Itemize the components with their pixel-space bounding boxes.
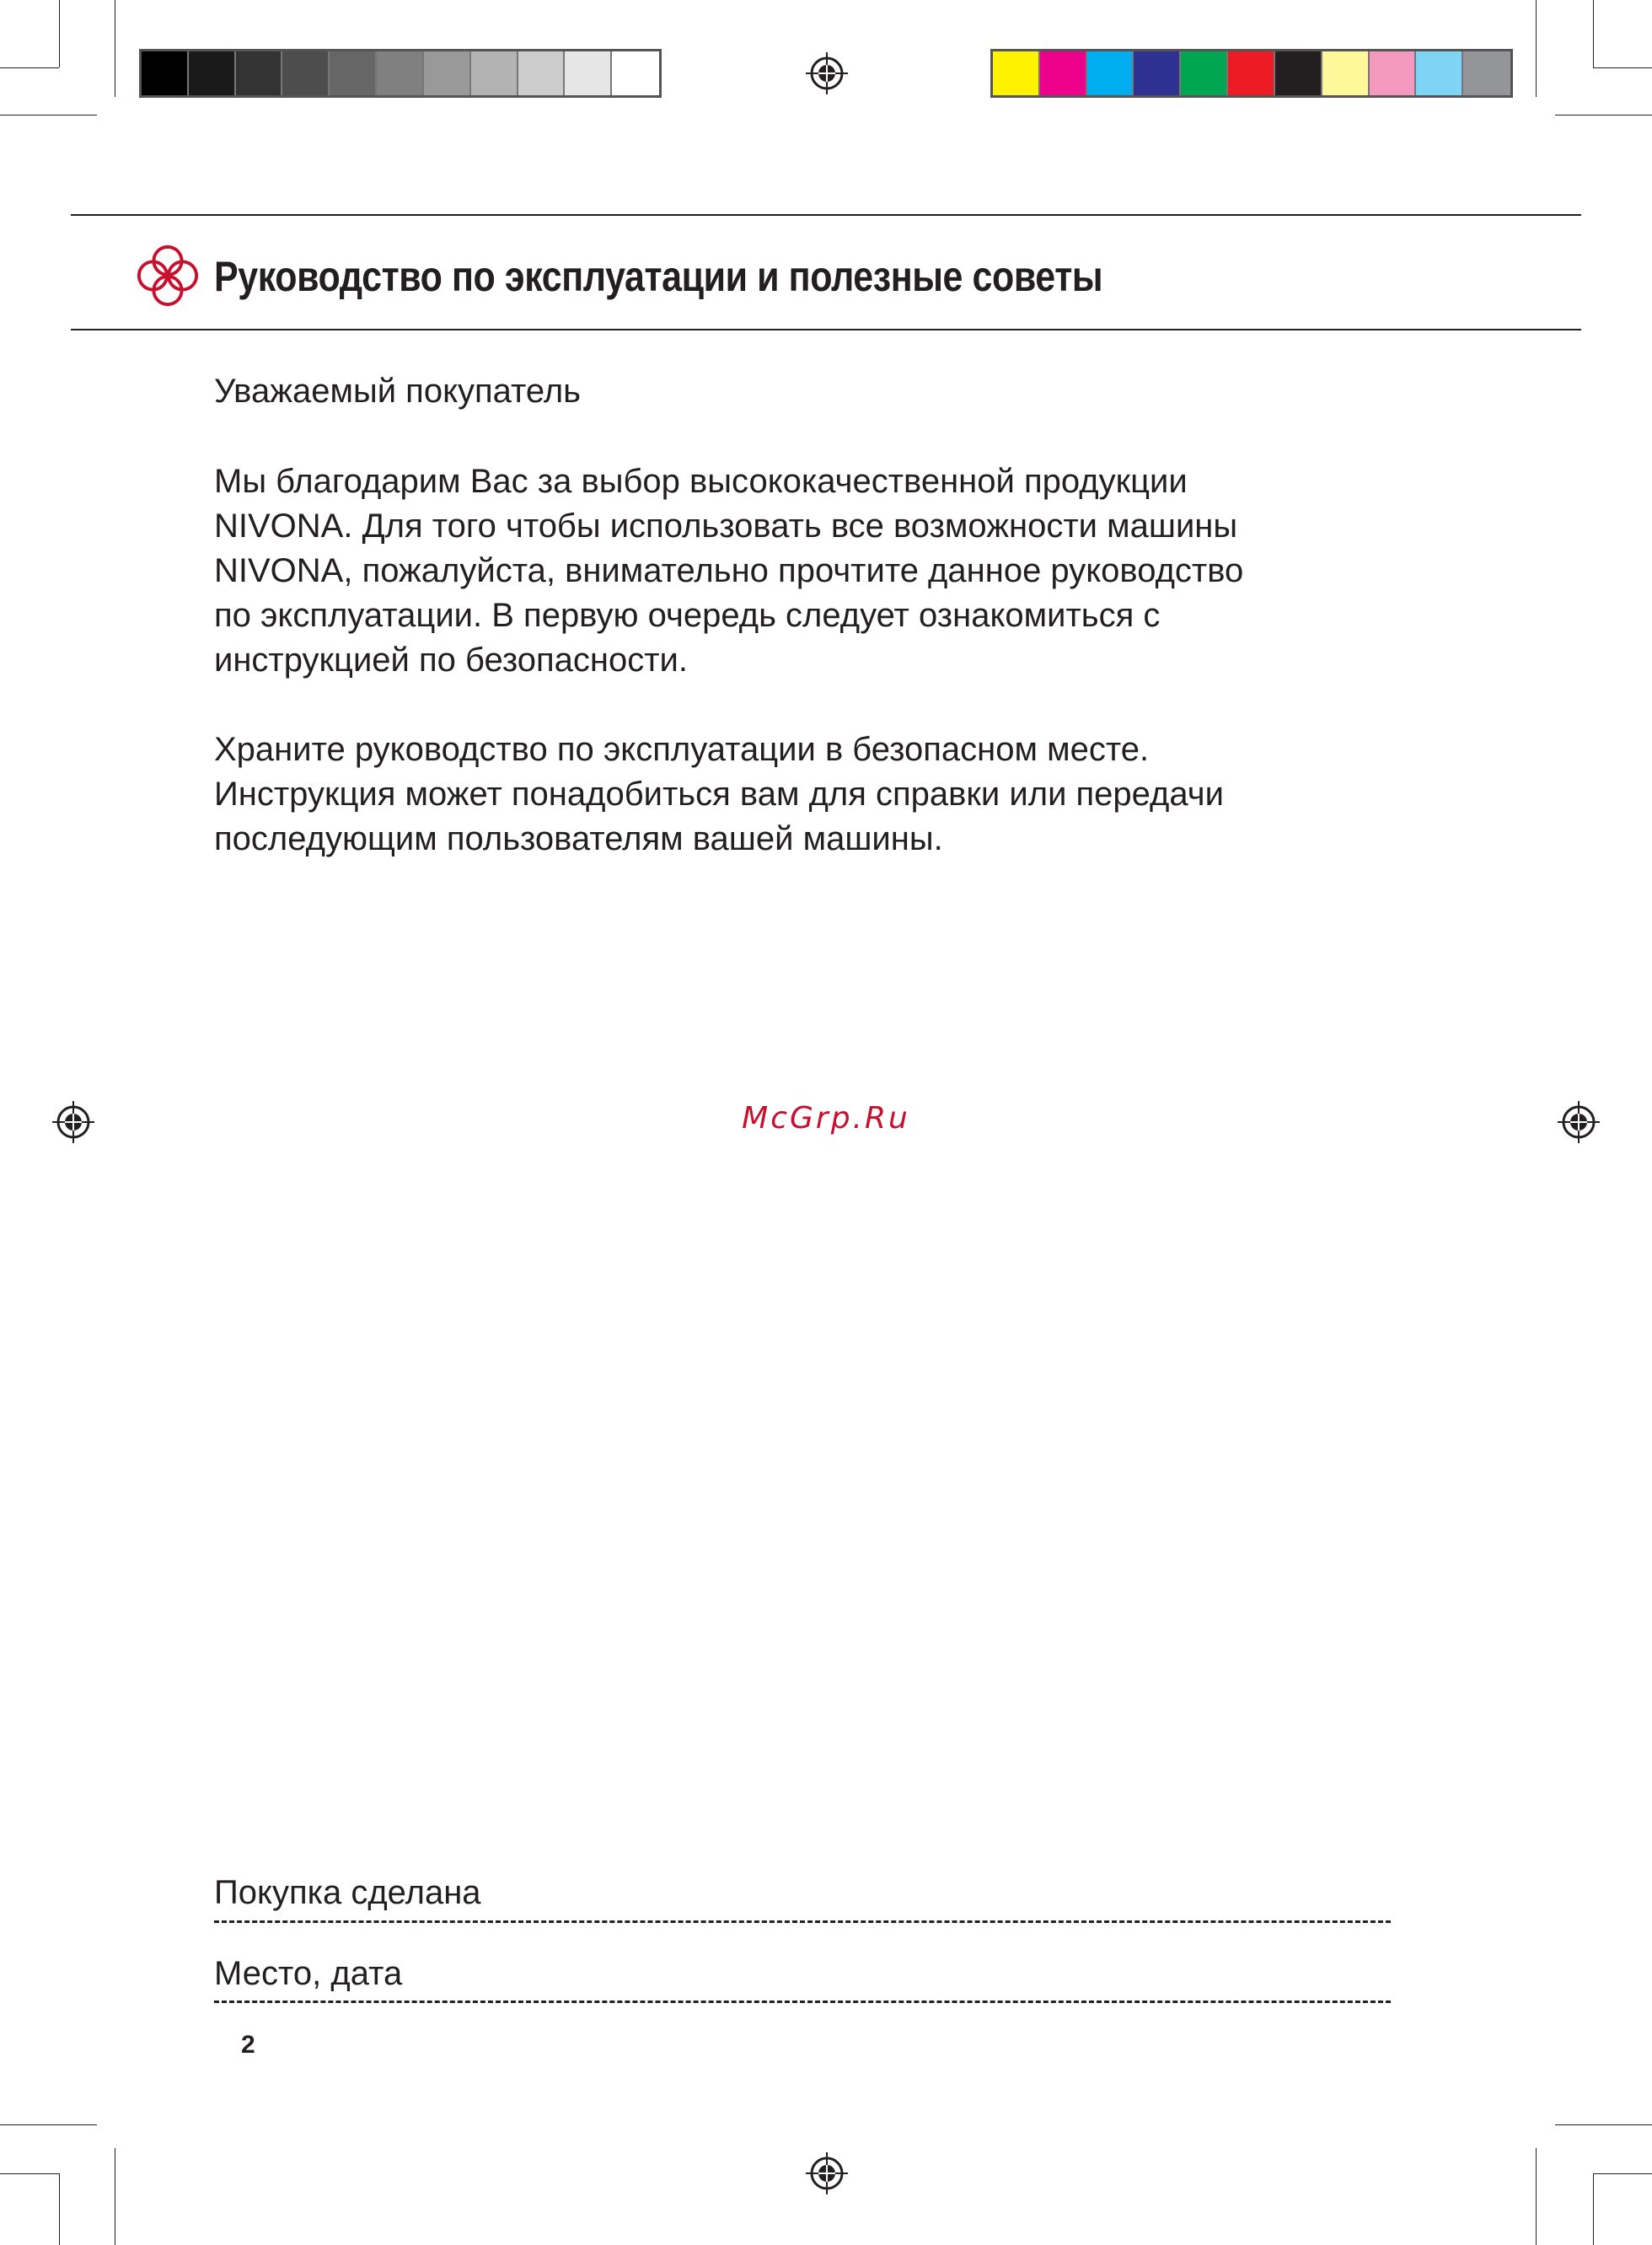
color-swatch [1370,51,1417,95]
purchase-dashed-line [214,1920,1391,1923]
color-swatch [142,51,189,95]
color-swatch [518,51,566,95]
color-swatch [565,51,612,95]
color-swatch [993,51,1040,95]
paragraph-line: инструкцией по безопасности. [214,642,689,679]
color-swatch [1040,51,1087,95]
crop-mark [1536,0,1537,97]
crop-mark [1593,2173,1594,2245]
purchase-label: Покупка сделана [214,1874,481,1911]
color-swatch [612,51,659,95]
process-color-bar [990,49,1513,98]
paragraph-line: Инструкция может понадобиться вам для справки или передачи [214,776,1224,813]
registration-mark-icon [806,2152,848,2194]
place-date-dashed-line [214,2001,1391,2003]
gray-scale-bar [139,49,662,98]
page-title: Руководство по эксплуатации и полезные советы [214,253,1103,300]
color-swatch [282,51,330,95]
crop-mark [0,2173,59,2174]
color-swatch [1416,51,1463,95]
header-top-rule [71,214,1581,216]
place-date-label: Место, дата [214,1955,403,1992]
crop-mark [1593,2173,1652,2174]
color-swatch [424,51,471,95]
crop-mark [59,2173,60,2245]
color-swatch [330,51,377,95]
color-swatch [1181,51,1228,95]
crop-mark [59,0,60,67]
paragraph-line: NIVONA, пожалуйста, внимательно прочтите данное руководство [214,552,1244,589]
flower-logo-icon [135,243,201,309]
crop-mark [1593,0,1594,67]
color-swatch [1322,51,1370,95]
crop-mark [1536,2148,1537,2245]
crop-mark [1555,2124,1652,2125]
color-swatch [471,51,518,95]
page-number: 2 [241,2031,255,2059]
color-swatch [377,51,424,95]
watermark: McGrp.Ru [742,1101,910,1136]
color-swatch [1463,51,1510,95]
color-swatch [1228,51,1275,95]
paragraph-line: по эксплуатации. В первую очередь следует ознакомиться с [214,597,1161,634]
crop-mark [1593,67,1652,68]
crop-mark [0,2124,97,2125]
paragraph-line: Храните руководство по эксплуатации в безопасном месте. [214,731,1150,768]
header-bottom-rule [71,329,1581,330]
color-swatch [1134,51,1181,95]
color-swatch [1275,51,1322,95]
color-swatch [1087,51,1134,95]
color-swatch [236,51,283,95]
paragraph-line: NIVONA. Для того чтобы использовать все возможности машины [214,508,1238,545]
paragraph-line: Мы благодарим Вас за выбор высококачественной продукции [214,463,1188,500]
greeting: Уважаемый покупатель [214,373,582,410]
registration-mark-icon [806,52,848,94]
color-swatch [189,51,236,95]
paragraph-line: последующим пользователям вашей машины. [214,820,943,857]
crop-mark [0,67,59,68]
